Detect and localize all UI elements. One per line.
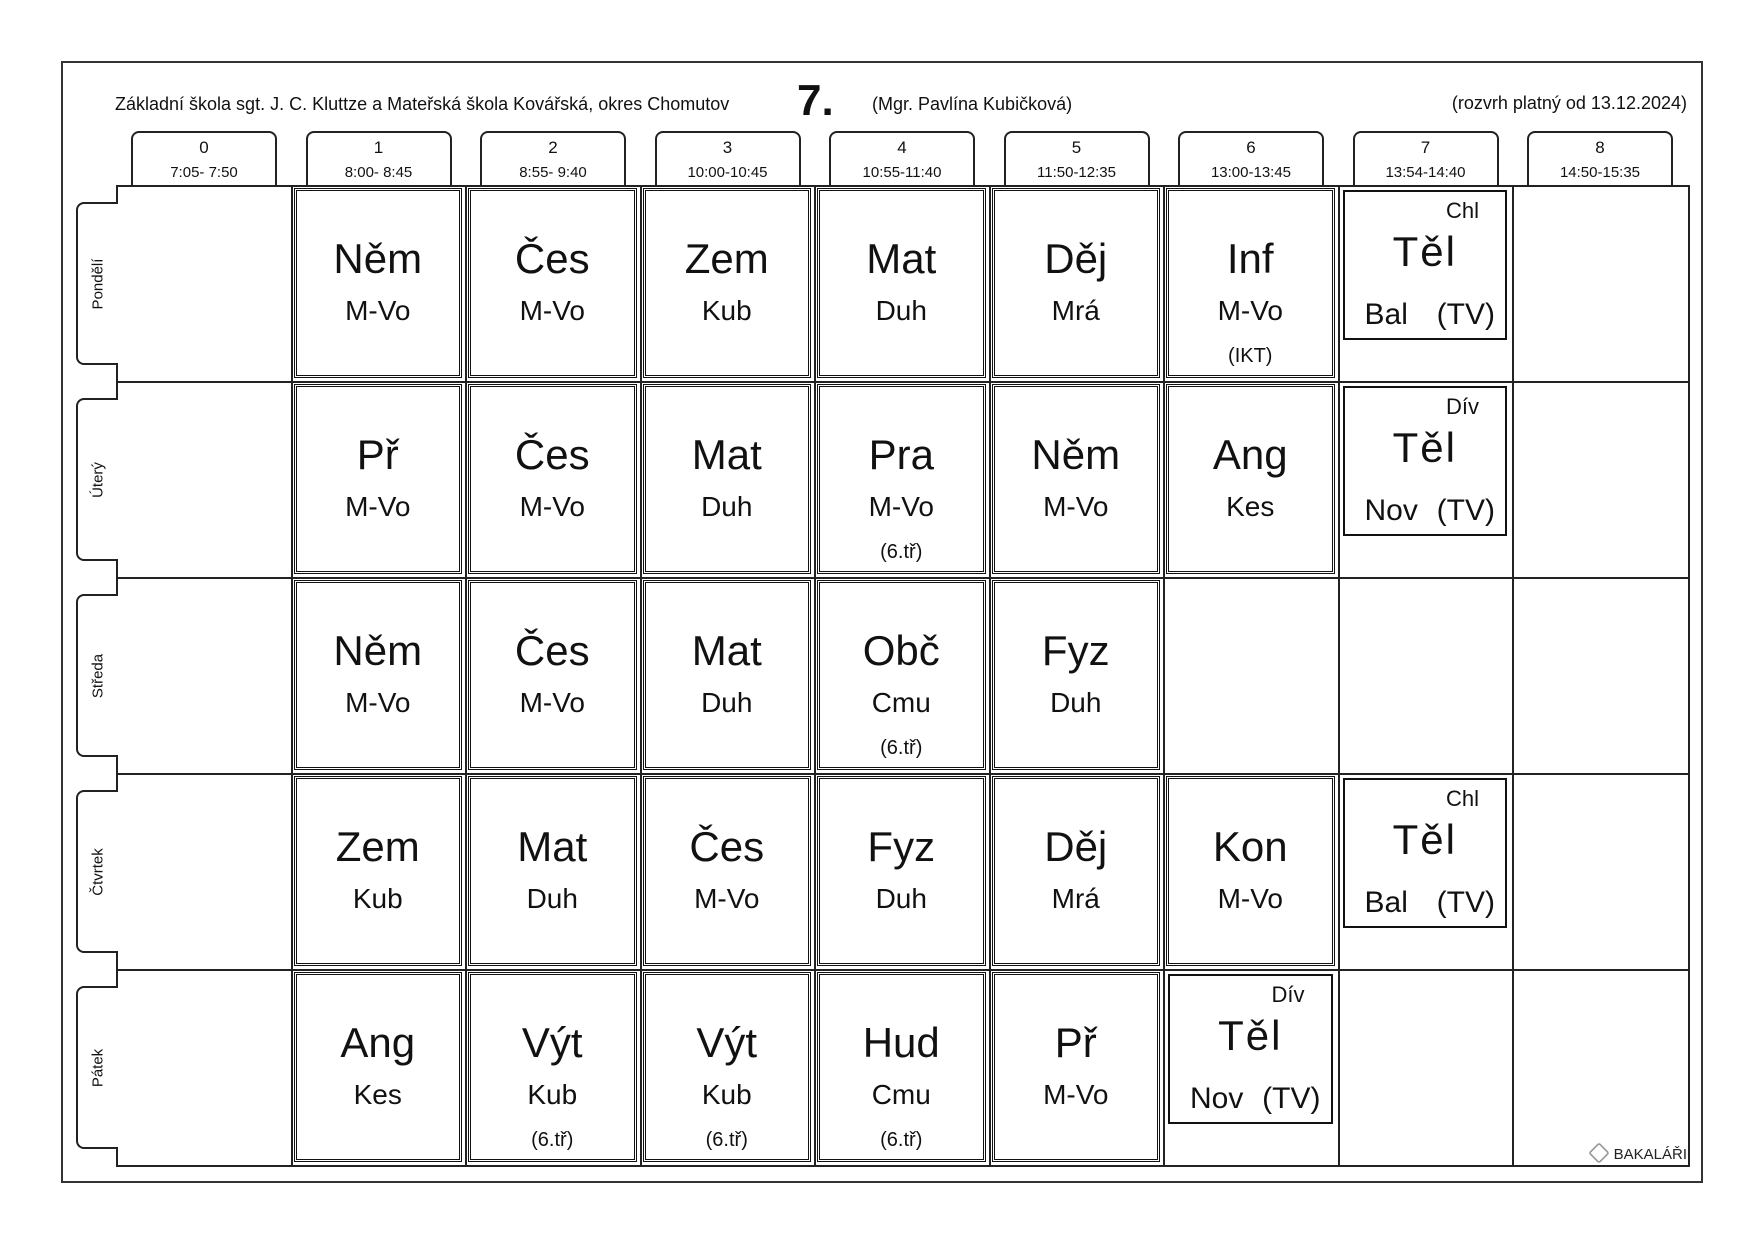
pe-group: Dív (1271, 982, 1305, 1007)
lesson-group: (6.tř) (880, 1129, 923, 1151)
day-tab (76, 986, 118, 1149)
lesson-cell (992, 972, 1161, 1162)
period-number: 8 (1595, 138, 1605, 157)
lesson-group: (IKT) (1228, 345, 1273, 367)
period-number: 6 (1246, 138, 1256, 157)
pe-room: (TV) (1436, 494, 1495, 527)
lesson-subject: Čes (689, 823, 765, 870)
lesson-teacher: Duh (1050, 687, 1102, 718)
lesson-teacher: M-Vo (1217, 883, 1283, 914)
lesson-cell (643, 776, 812, 966)
lesson-cell (643, 972, 812, 1162)
grid-column-divider (640, 185, 642, 1167)
lesson-subject: Děj (1044, 235, 1108, 282)
grid-row-divider (116, 773, 1690, 775)
pe-room: (TV) (1436, 886, 1495, 919)
lesson-cell (817, 776, 986, 966)
lesson-cell (294, 580, 463, 770)
period-time: 13:54-14:40 (1385, 164, 1466, 181)
lesson-cell (294, 188, 463, 378)
lesson-subject: Mat (691, 627, 762, 674)
grid-column-divider (1163, 185, 1165, 1167)
class-number: 7. (797, 76, 834, 125)
period-number: 5 (1071, 138, 1082, 157)
lesson-cell (468, 972, 637, 1162)
grid-row-divider (116, 969, 1690, 971)
pe-group: Chl (1445, 198, 1479, 223)
lesson-subject: Inf (1226, 235, 1274, 282)
period-number: 7 (1420, 138, 1431, 157)
lesson-group: (6.tř) (880, 737, 923, 759)
lesson-cell (468, 580, 637, 770)
lesson-subject: Pra (868, 431, 934, 478)
lesson-cell (643, 580, 812, 770)
period-number: 4 (897, 138, 907, 157)
lesson-teacher: M-Vo (1217, 295, 1283, 326)
pe-teacher: Bal (1364, 886, 1408, 919)
lesson-cell (817, 384, 986, 574)
lesson-subject: Výt (521, 1019, 583, 1066)
lesson-subject: Př (356, 431, 399, 478)
lesson-teacher: Cmu (871, 687, 931, 718)
lesson-cell (1166, 384, 1335, 574)
lesson-teacher: Kub (352, 883, 403, 914)
pe-room: (TV) (1436, 298, 1495, 331)
lesson-subject: Čes (514, 431, 590, 478)
grid-column-divider (814, 185, 816, 1167)
lesson-teacher: Kub (701, 1079, 752, 1110)
day-tab (76, 202, 118, 365)
lesson-cell (992, 580, 1161, 770)
lesson-cell (468, 384, 637, 574)
lesson-teacher: Duh (701, 491, 753, 522)
lesson-subject: Př (1054, 1019, 1097, 1066)
lesson-teacher: Cmu (871, 1079, 931, 1110)
day-label: Pátek (89, 1048, 107, 1087)
day-label: Pondělí (89, 258, 107, 309)
period-number: 1 (373, 138, 384, 157)
pe-room: (TV) (1262, 1082, 1321, 1115)
day-tab (76, 594, 118, 757)
lesson-subject: Zem (684, 235, 769, 282)
lesson-teacher: M-Vo (519, 295, 585, 326)
pe-lesson-cell (1168, 974, 1333, 1124)
pe-group: Chl (1445, 786, 1479, 811)
period-tab-6 (1178, 131, 1324, 186)
lesson-cell (992, 776, 1161, 966)
lesson-subject: Obč (862, 627, 940, 674)
grid-row-divider (116, 577, 1690, 579)
lesson-subject: Čes (514, 235, 590, 282)
day-label: Středa (89, 653, 107, 698)
lesson-cell (817, 580, 986, 770)
period-tab-1 (306, 131, 452, 186)
class-teacher: (Mgr. Pavlína Kubičková) (872, 94, 1073, 114)
period-number: 3 (722, 138, 733, 157)
period-tab-3 (655, 131, 801, 186)
lesson-cell (294, 776, 463, 966)
lesson-teacher: Duh (526, 883, 578, 914)
period-tab-0 (131, 131, 277, 186)
pe-group: Dív (1446, 394, 1479, 419)
lesson-cell (1166, 776, 1335, 966)
lesson-subject: Mat (517, 823, 588, 870)
lesson-teacher: Duh (875, 295, 927, 326)
lesson-subject: Fyz (1041, 627, 1110, 674)
lesson-group: (6.tř) (705, 1129, 748, 1151)
grid-column-divider (291, 185, 293, 1167)
lesson-teacher: M-Vo (345, 295, 411, 326)
lesson-subject: Fyz (867, 823, 936, 870)
lesson-subject: Výt (696, 1019, 758, 1066)
day-label: Čtvrtek (89, 847, 107, 896)
lesson-teacher: Kes (353, 1079, 402, 1110)
lesson-teacher: Mrá (1051, 295, 1100, 326)
period-time: 13:00-13:45 (1210, 164, 1292, 181)
lesson-subject: Něm (333, 627, 423, 674)
lesson-cell (817, 972, 986, 1162)
lesson-subject: Něm (333, 235, 423, 282)
lesson-subject: Hud (862, 1019, 940, 1066)
grid-column-divider (989, 185, 991, 1167)
grid-column-divider (465, 185, 467, 1167)
lesson-subject: Čes (514, 627, 590, 674)
lesson-teacher: M-Vo (345, 491, 411, 522)
period-time: 11:50-12:35 (1037, 164, 1116, 181)
pe-teacher: Nov (1364, 494, 1418, 527)
lesson-subject: Něm (1031, 431, 1121, 478)
lesson-teacher: Kub (527, 1079, 578, 1110)
logo-text: BAKALÁŘI (1613, 1146, 1687, 1163)
pe-subject: Těl (1392, 424, 1457, 471)
pe-lesson-cell (1343, 386, 1508, 536)
period-time: 10:55-11:40 (862, 164, 942, 181)
lesson-teacher: Mrá (1051, 883, 1100, 914)
period-number: 0 (199, 138, 209, 157)
lesson-cell (294, 384, 463, 574)
grid-row-divider (116, 381, 1690, 383)
lesson-subject: Ang (1212, 431, 1288, 478)
validity-date: (rozvrh platný od 13.12.2024) (1451, 93, 1687, 113)
period-tab-8 (1527, 131, 1673, 186)
period-tab-2 (480, 131, 626, 186)
lesson-cell (643, 188, 812, 378)
lesson-cell (468, 188, 637, 378)
day-tab (76, 398, 118, 561)
lesson-cell (817, 188, 986, 378)
lesson-teacher: M-Vo (1043, 1079, 1109, 1110)
day-tab (76, 790, 118, 953)
period-time: 14:50-15:35 (1559, 164, 1641, 181)
lesson-teacher: M-Vo (519, 491, 585, 522)
period-tab-7 (1353, 131, 1499, 186)
lesson-subject: Kon (1212, 823, 1288, 870)
lesson-subject: Ang (340, 1019, 416, 1066)
lesson-subject: Zem (335, 823, 420, 870)
lesson-cell (992, 188, 1161, 378)
lesson-group: (6.tř) (880, 541, 923, 563)
lesson-subject: Mat (866, 235, 937, 282)
lesson-cell (468, 776, 637, 966)
period-tab-5 (1004, 131, 1150, 186)
lesson-cell (294, 972, 463, 1162)
period-time: 8:00- 8:45 (344, 164, 413, 181)
pe-teacher: Bal (1364, 298, 1408, 331)
lesson-teacher: M-Vo (345, 687, 411, 718)
lesson-teacher: Duh (875, 883, 927, 914)
period-number: 2 (548, 138, 558, 157)
lesson-teacher: Kub (701, 295, 752, 326)
lesson-teacher: M-Vo (694, 883, 760, 914)
period-tab-4 (829, 131, 975, 186)
lesson-teacher: M-Vo (1043, 491, 1109, 522)
lesson-cell (643, 384, 812, 574)
pe-subject: Těl (1392, 816, 1457, 863)
day-label: Úterý (89, 461, 107, 498)
lesson-subject: Mat (691, 431, 762, 478)
lesson-teacher: M-Vo (868, 491, 934, 522)
pe-subject: Těl (1392, 228, 1457, 275)
lesson-teacher: Kes (1226, 491, 1275, 522)
lesson-cell (1166, 188, 1335, 378)
lesson-teacher: M-Vo (519, 687, 585, 718)
bakalari-logo-icon (1588, 1142, 1610, 1164)
pe-lesson-cell (1343, 778, 1508, 928)
pe-subject: Těl (1218, 1012, 1283, 1059)
grid-column-divider (1338, 185, 1340, 1167)
lesson-teacher: Duh (701, 687, 753, 718)
pe-lesson-cell (1343, 190, 1508, 340)
lesson-group: (6.tř) (531, 1129, 574, 1151)
grid-column-divider (1512, 185, 1514, 1167)
school-name: Základní škola sgt. J. C. Kluttze a Mateřská škola Kovářská, okres Chomutov (115, 94, 730, 114)
period-time: 8:55- 9:40 (519, 164, 587, 181)
pe-teacher: Nov (1190, 1082, 1244, 1115)
lesson-cell (992, 384, 1161, 574)
period-time: 10:00-10:45 (687, 164, 768, 181)
bakalari-logo (1590, 1144, 1687, 1163)
period-time: 7:05- 7:50 (170, 164, 238, 181)
lesson-subject: Děj (1044, 823, 1108, 870)
